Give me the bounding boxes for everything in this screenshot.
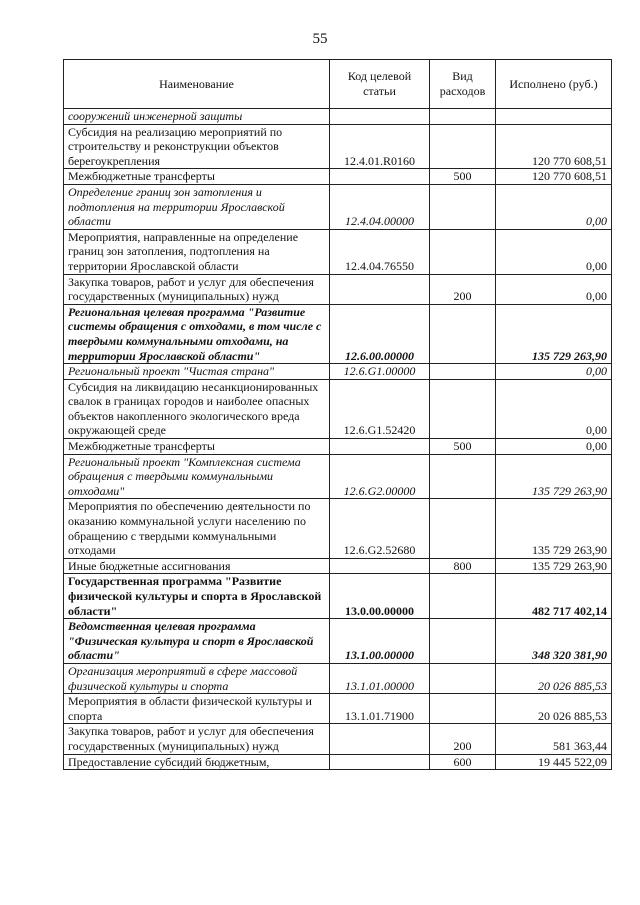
header-executed-amount: Исполнено (руб.) <box>496 60 612 109</box>
row-expense-type <box>430 109 496 125</box>
row-name: Субсидия на реализацию мероприятий по строительству и реконструкции объектов берегоукрепления <box>64 124 330 169</box>
row-target-code: 13.1.01.71900 <box>330 694 430 724</box>
row-target-code: 12.4.04.00000 <box>330 184 430 229</box>
row-target-code: 12.6.G2.52680 <box>330 499 430 558</box>
row-name: Региональный проект "Чистая страна" <box>64 364 330 380</box>
row-name: Региональная целевая программа "Развитие системы обращения с отходами, в том числе с твердыми коммунальными отходами, на территории Ярославской области" <box>64 304 330 363</box>
table-body <box>64 109 612 770</box>
table-row <box>64 274 612 304</box>
row-name: сооружений инженерной защиты <box>64 109 330 125</box>
row-expense-type <box>430 619 496 664</box>
table-header-row <box>64 60 612 109</box>
row-expense-type: 500 <box>430 169 496 185</box>
row-target-code: 12.6.00.00000 <box>330 304 430 363</box>
header-target-code: Код целевой статьи <box>330 60 430 109</box>
row-executed-amount: 581 363,44 <box>496 724 612 754</box>
table-row <box>64 109 612 125</box>
row-name: Мероприятия в области физической культуры и спорта <box>64 694 330 724</box>
table-row <box>64 724 612 754</box>
budget-execution-table <box>63 59 612 770</box>
row-name: Межбюджетные трансферты <box>64 439 330 455</box>
row-name: Государственная программа "Развитие физической культуры и спорта в Ярославской области" <box>64 574 330 619</box>
row-name: Мероприятия, направленные на определение границ зон затопления, подтопления на территории Ярославской области <box>64 229 330 274</box>
row-name: Определение границ зон затопления и подтопления на территории Ярославской области <box>64 184 330 229</box>
row-expense-type <box>430 574 496 619</box>
row-expense-type: 800 <box>430 558 496 574</box>
row-executed-amount: 348 320 381,90 <box>496 619 612 664</box>
header-name: Наименование <box>64 60 330 109</box>
row-executed-amount <box>496 109 612 125</box>
table-row <box>64 184 612 229</box>
page-number: 55 <box>312 31 328 47</box>
row-target-code: 12.6.G1.00000 <box>330 364 430 380</box>
row-expense-type <box>430 499 496 558</box>
row-executed-amount: 482 717 402,14 <box>496 574 612 619</box>
row-executed-amount: 135 729 263,90 <box>496 499 612 558</box>
table-row <box>64 558 612 574</box>
row-name: Региональный проект "Комплексная система обращения с твердыми коммунальными отходами" <box>64 454 330 499</box>
table-row <box>64 619 612 664</box>
row-expense-type <box>430 304 496 363</box>
row-name: Закупка товаров, работ и услуг для обеспечения государственных (муниципальных) нужд <box>64 274 330 304</box>
row-executed-amount: 0,00 <box>496 364 612 380</box>
table-row <box>64 229 612 274</box>
row-expense-type: 600 <box>430 754 496 770</box>
row-executed-amount: 20 026 885,53 <box>496 663 612 693</box>
row-executed-amount: 120 770 608,51 <box>496 169 612 185</box>
row-target-code: 12.6.G1.52420 <box>330 379 430 438</box>
row-name: Субсидия на ликвидацию несанкционированных свалок в границах городов и наиболее опасных объектов накопленного экологического вреда окружающей среде <box>64 379 330 438</box>
row-executed-amount: 0,00 <box>496 229 612 274</box>
table-row <box>64 379 612 438</box>
row-name: Межбюджетные трансферты <box>64 169 330 185</box>
table-row <box>64 439 612 455</box>
row-expense-type <box>430 229 496 274</box>
row-target-code: 12.4.04.76550 <box>330 229 430 274</box>
row-expense-type <box>430 184 496 229</box>
row-executed-amount: 0,00 <box>496 184 612 229</box>
row-target-code <box>330 169 430 185</box>
row-executed-amount: 135 729 263,90 <box>496 304 612 363</box>
row-executed-amount: 0,00 <box>496 379 612 438</box>
row-executed-amount: 135 729 263,90 <box>496 558 612 574</box>
row-target-code: 13.1.01.00000 <box>330 663 430 693</box>
table-row <box>64 304 612 363</box>
row-name: Предоставление субсидий бюджетным, <box>64 754 330 770</box>
row-target-code <box>330 558 430 574</box>
row-executed-amount: 19 445 522,09 <box>496 754 612 770</box>
row-expense-type <box>430 694 496 724</box>
row-target-code <box>330 754 430 770</box>
row-target-code: 13.0.00.00000 <box>330 574 430 619</box>
row-expense-type: 200 <box>430 274 496 304</box>
table-row <box>64 754 612 770</box>
row-executed-amount: 0,00 <box>496 439 612 455</box>
table-row <box>64 574 612 619</box>
row-target-code <box>330 109 430 125</box>
row-expense-type: 500 <box>430 439 496 455</box>
table-row <box>64 124 612 169</box>
row-expense-type <box>430 454 496 499</box>
table-row <box>64 499 612 558</box>
row-target-code <box>330 274 430 304</box>
table-row <box>64 694 612 724</box>
row-executed-amount: 120 770 608,51 <box>496 124 612 169</box>
row-target-code: 12.4.01.R0160 <box>330 124 430 169</box>
row-expense-type <box>430 364 496 380</box>
row-target-code <box>330 724 430 754</box>
row-name: Организация мероприятий в сфере массовой физической культуры и спорта <box>64 663 330 693</box>
table-row <box>64 364 612 380</box>
header-expense-type: Вид расходов <box>430 60 496 109</box>
row-expense-type <box>430 379 496 438</box>
row-target-code: 12.6.G2.00000 <box>330 454 430 499</box>
row-executed-amount: 20 026 885,53 <box>496 694 612 724</box>
row-executed-amount: 135 729 263,90 <box>496 454 612 499</box>
row-target-code: 13.1.00.00000 <box>330 619 430 664</box>
row-executed-amount: 0,00 <box>496 274 612 304</box>
row-target-code <box>330 439 430 455</box>
row-expense-type <box>430 663 496 693</box>
table-row <box>64 454 612 499</box>
row-name: Закупка товаров, работ и услуг для обеспечения государственных (муниципальных) нужд <box>64 724 330 754</box>
table-row <box>64 169 612 185</box>
row-name: Иные бюджетные ассигнования <box>64 558 330 574</box>
table-row <box>64 663 612 693</box>
row-expense-type <box>430 124 496 169</box>
row-expense-type: 200 <box>430 724 496 754</box>
row-name: Ведомственная целевая программа "Физическая культура и спорт в Ярославской области" <box>64 619 330 664</box>
row-name: Мероприятия по обеспечению деятельности по оказанию коммунальной услуги населению по обращению с твердыми коммунальными отходами <box>64 499 330 558</box>
